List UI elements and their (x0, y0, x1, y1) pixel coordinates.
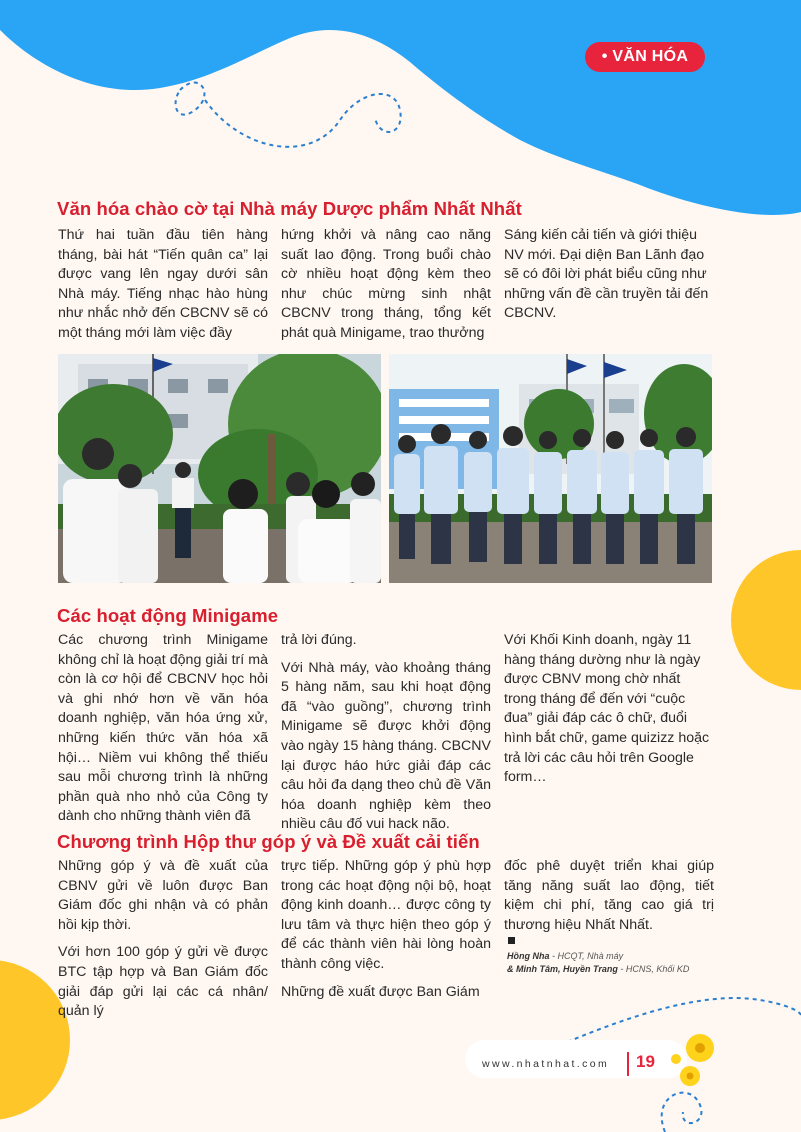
article2-column-3: Với Khối Kinh doanh, ngày 11 hàng tháng dường như là ngày được CBNV mong chờ nhất trong tháng để đến với “cuộc đua” giải đáp các ô chữ, đuổi hình bắt chữ, game quizizz hoặc trả lời các câu hỏi trên Google form… (504, 632, 710, 786)
top-blue-wave (0, 0, 801, 215)
photo-flag-ceremony (58, 354, 381, 583)
byline-role-2: - HCNS, Khối KD (617, 964, 690, 974)
section-tag: • VĂN HÓA (585, 42, 705, 72)
footer-divider (627, 1052, 629, 1076)
end-of-article-mark (508, 937, 515, 944)
article2-column-2-paragraph-1: trả lời đúng. (281, 632, 357, 648)
byline-role-1: - HCQT, Nhà máy (549, 951, 624, 961)
article3-column-1-paragraph-2: Với hơn 100 góp ý gửi về được BTC tập hợp và Ban Giám đốc giải đáp gửi lại các cá nhân/ quản lý (58, 944, 268, 1020)
yellow-circle-right (731, 550, 801, 690)
footer-website-link[interactable]: www.nhatnhat.com (482, 1058, 610, 1070)
article2-column-1: Các chương trình Minigame không chỉ là hoạt động giải trí mà còn là cơ hội để CBCNV học hỏi và ghi nhớ hơn về văn hóa doanh nghiệp, văn hóa ứng xử, những kiến thức văn hóa xã hội… Niềm vui không thể thiếu sau mỗi chương trình là những phần quà nho nhỏ của Công ty dành cho những thành viên đã (58, 632, 268, 825)
byline-line-2 (507, 963, 689, 976)
article3-column-1 (58, 857, 268, 1030)
byline (507, 950, 689, 976)
flower-decoration (671, 1034, 714, 1086)
article2-column-2 (281, 631, 491, 843)
dashed-line-bottom (560, 998, 801, 1045)
article1-column-3: Sáng kiến cải tiến và giới thiệu NV mới. Đại diện Ban Lãnh đạo sẽ có đôi lời phát biểu cũng như những vấn đề cần truyền tải đến CBCNV. (504, 227, 709, 322)
article3-column-1-paragraph-1: Những góp ý và đề xuất của CBNV gửi về luôn được Ban Giám đốc ghi nhận và có phản hồi kịp thời. (58, 858, 268, 933)
page-number: 19 (636, 1052, 655, 1071)
article1-title: Văn hóa chào cờ tại Nhà máy Dược phẩm Nhất Nhất (57, 198, 522, 219)
article1-column-2: hứng khởi và nâng cao năng suất lao động. Trong buổi chào cờ nhiều hoạt động kèm theo như chúc mừng sinh nhật CBCNV trong tháng, tổng kết phát quà Minigame, trao thưởng (281, 227, 491, 341)
dashed-curve-left (176, 83, 205, 115)
byline-author-2: Minh Tâm, Huyền Trang (516, 964, 618, 974)
article1-column-1: Thứ hai tuần đầu tiên hàng tháng, bài hát “Tiến quân ca” lại được vang lên ngay dưới sân Nhà máy. Tiếng nhạc hào hùng như nhắc nhở đến CBCNV sẽ có một tháng mới làm việc đầy (58, 227, 268, 341)
article2-column-2-paragraph-2: Với Nhà máy, vào khoảng tháng 5 hàng năm, sau khi hoạt động đã “vào guồng”, chương trình Minigame sẽ được khởi động vào ngày 15 hàng tháng. CBCNV lại được háo hức giải đáp các câu hỏi đa dạng theo chủ đề Văn hóa doanh nghiệp kèm theo nhiều câu đố vui hack não. (281, 659, 491, 833)
dashed-curve-top (205, 94, 401, 147)
article3-column-2-paragraph-1: trực tiếp. Những góp ý phù hợp trong các hoạt động nội bộ, hoạt động kinh doanh… được công ty lưu tâm và thực hiện theo góp ý để các thành viên hài lòng hoàn thành công việc. (281, 858, 491, 972)
byline-line-1 (507, 950, 689, 963)
article3-column-2-paragraph-2: Những đề xuất được Ban Giám (281, 983, 480, 1000)
article2-title: Các hoạt động Minigame (57, 605, 279, 626)
article3-column-2 (281, 857, 491, 1010)
byline-prefix-2: & (507, 964, 516, 974)
article3-column-3: đốc phê duyệt triển khai giúp tăng năng suất lao động, tiết kiệm chi phí, tăng cao giá trị thương hiệu Nhất Nhất. (504, 858, 714, 933)
byline-author-1: Hồng Nha (507, 951, 550, 961)
photo-minigame-group (389, 354, 712, 583)
article3-title: Chương trình Hộp thư góp ý và Đề xuất cải tiến (57, 831, 480, 852)
dashed-curve-bottom (662, 1093, 702, 1132)
